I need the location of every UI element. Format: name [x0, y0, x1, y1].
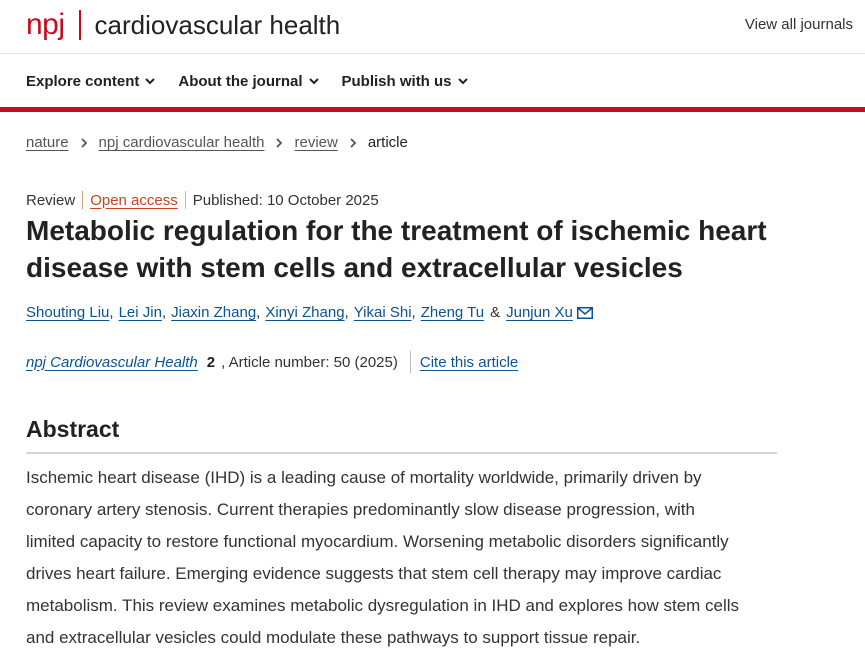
- cite-divider: [410, 351, 411, 373]
- author-link[interactable]: Jiaxin Zhang: [171, 304, 257, 321]
- breadcrumb-journal[interactable]: npj cardiovascular health: [98, 134, 265, 151]
- main-nav: [0, 55, 865, 107]
- abstract-line: Ischemic heart disease (IHD) is a leading cause of mortality worldwide, primarily driven by: [26, 468, 702, 487]
- author-comma: ,: [256, 304, 261, 321]
- header-accent-rule: [0, 107, 865, 112]
- citation-line: [26, 351, 518, 373]
- author-comma: ,: [411, 304, 416, 321]
- abstract-heading: Abstract: [26, 416, 120, 442]
- abstract-line: coronary artery stenosis. Current therapies predominantly slow disease progression, with: [26, 500, 695, 519]
- article-number: , Article number: 50 (2025): [221, 353, 398, 371]
- meta-divider: [82, 191, 83, 209]
- article-title: Metabolic regulation for the treatment of ischemic heart disease with stem cells and extracellular vesicles: [26, 215, 767, 283]
- nav-explore-content[interactable]: [26, 73, 156, 90]
- author-comma: ,: [344, 304, 349, 321]
- chevron-right-icon: [348, 137, 358, 149]
- author-ampersand: &: [490, 304, 501, 321]
- journal-logo-link[interactable]: [26, 7, 340, 43]
- author-link[interactable]: Shouting Liu: [26, 304, 110, 321]
- breadcrumb-review[interactable]: review: [294, 134, 338, 151]
- abstract-divider: [26, 452, 777, 454]
- nav-about-journal[interactable]: [178, 73, 319, 90]
- meta-divider: [185, 191, 186, 209]
- corresponding-author-link[interactable]: Junjun Xu: [506, 304, 573, 321]
- breadcrumb-nature[interactable]: nature: [26, 134, 69, 151]
- nav-label: Explore content: [26, 72, 140, 90]
- article-type: Review: [26, 191, 76, 209]
- journal-name-link[interactable]: npj Cardiovascular Health: [26, 353, 198, 371]
- chevron-down-icon: [308, 75, 320, 87]
- email-icon[interactable]: [577, 307, 593, 319]
- author-list: [26, 304, 593, 321]
- nav-publish-with-us[interactable]: [342, 73, 469, 90]
- open-access-link[interactable]: Open access: [90, 191, 178, 209]
- abstract-line: metabolism. This review examines metabolic dysregulation in IHD and explores how stem cells: [26, 596, 740, 615]
- author-link[interactable]: Lei Jin: [118, 304, 162, 321]
- author-link[interactable]: Zheng Tu: [420, 304, 485, 321]
- brand-npj: npj: [26, 8, 65, 41]
- chevron-down-icon: [144, 75, 156, 87]
- author-link[interactable]: Yikai Shi: [353, 304, 412, 321]
- nav-label: About the journal: [178, 72, 303, 90]
- abstract-text: [26, 462, 796, 654]
- abstract-line: and extracellular vesicles could modulate these pathways to support tissue repair.: [26, 628, 641, 647]
- brand-divider: [79, 10, 81, 40]
- cite-this-article-link[interactable]: Cite this article: [419, 353, 519, 371]
- published-date: Published: 10 October 2025: [192, 191, 379, 209]
- site-header: [0, 0, 865, 54]
- chevron-right-icon: [274, 137, 284, 149]
- breadcrumb-current: article: [367, 134, 408, 151]
- author-link[interactable]: Xinyi Zhang: [265, 304, 345, 321]
- nav-label: Publish with us: [341, 72, 452, 90]
- brand-title: cardiovascular health: [94, 10, 341, 40]
- breadcrumb: [26, 134, 408, 151]
- abstract-line: limited capacity to restore functional myocardium. Worsening metabolic disorders significantly: [26, 532, 729, 551]
- author-comma: ,: [109, 304, 114, 321]
- chevron-right-icon: [79, 137, 89, 149]
- article-meta: [26, 191, 379, 209]
- chevron-down-icon: [457, 75, 469, 87]
- abstract-line: drives heart failure. Emerging evidence suggests that stem cell therapy may improve cardiac: [26, 564, 722, 583]
- view-all-journals-link[interactable]: View all journals: [744, 16, 853, 33]
- author-comma: ,: [161, 304, 167, 321]
- volume-number: 2: [206, 353, 216, 371]
